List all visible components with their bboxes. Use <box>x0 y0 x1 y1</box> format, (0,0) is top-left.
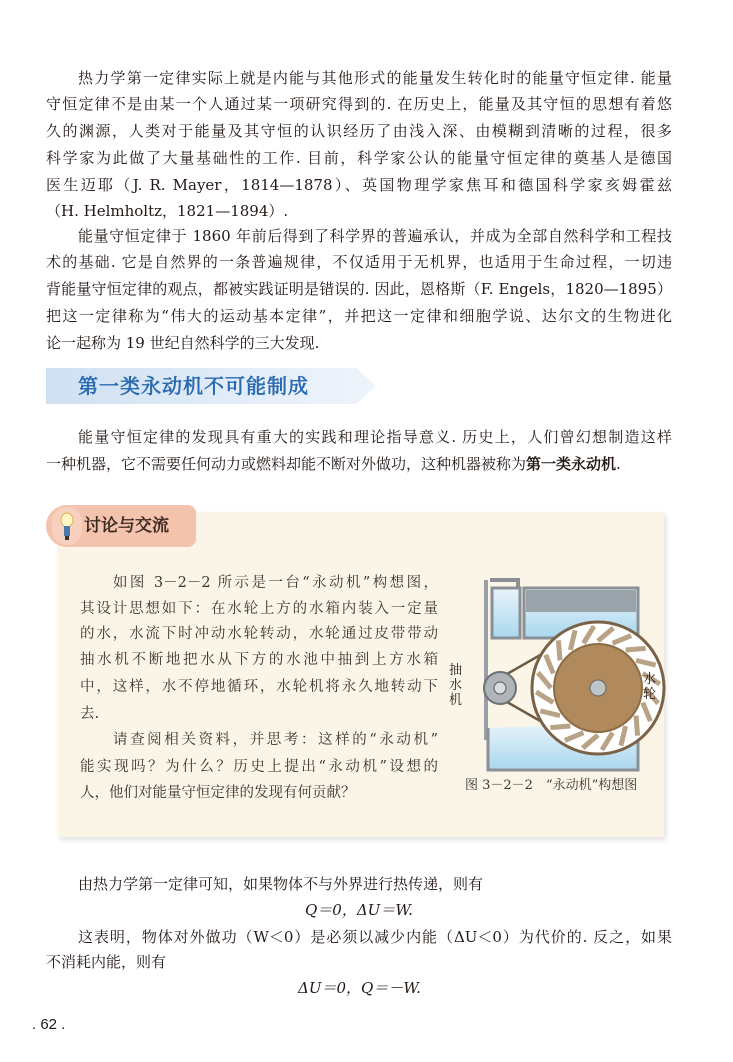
text-span: 一种机器，它不需要任何动力或燃料却能不断对外做功，这种机器被称为 <box>46 455 527 473</box>
text-line: 久的渊源，人类对于能量及其守恒的认识经历了由浅入深、由模糊到清晰的过程，很多 <box>46 122 672 140</box>
text-line: 不消耗内能，则有 <box>46 953 167 971</box>
text-line <box>46 453 672 475</box>
waterwheel-label: 水轮 <box>643 672 657 702</box>
waterwheel-bucket <box>550 726 570 728</box>
text-span: . <box>616 455 621 473</box>
text-line: 把这一定律称为“伟大的运动基本定律”，并把这一定律和细胞学说、达尔文的生物进化 <box>46 307 672 325</box>
text-line: 其设计思想如下：在水轮上方的水箱内装入一定量 <box>80 601 438 617</box>
perpetual-motion-figure <box>449 570 674 780</box>
text-line: 守恒定律不是由某一个人通过某一项研究得到的. 在历史上，能量及其守恒的思想有着悠 <box>46 95 672 113</box>
page-number: . 62 . <box>32 1016 66 1033</box>
waterwheel-bucket <box>626 648 646 650</box>
text-line: 抽水机不断地把水从下方的水池中抽到上方水箱 <box>80 652 438 668</box>
text-line: 的水，水流下时冲动水轮转动，水轮通过皮带带动 <box>80 626 438 642</box>
pump-label: 抽水机 <box>449 663 463 708</box>
text-line: 术的基础. 它是自然界的一条普遍规律，不仅适用于无机界，也适用于生命过程，一切违 <box>46 253 672 271</box>
discussion-tag-label: 讨论与交流 <box>84 516 169 536</box>
text-line: 热力学第一定律实际上就是内能与其他形式的能量发生转化时的能量守恒定律. 能量 <box>78 69 672 87</box>
key-term: 第一类永动机 <box>526 455 617 473</box>
text-line: 人，他们对能量守恒定律的发现有何贡献？ <box>80 785 356 801</box>
lightbulb-icon <box>52 507 82 545</box>
text-line: 能量守恒定律的发现具有重大的实践和理论指导意义. 历史上，人们曾幻想制造这样 <box>78 428 672 446</box>
text-line: 这表明，物体对外做功（W＜0）是必须以减少内能（ΔU＜0）为代价的. 反之，如果 <box>78 928 672 946</box>
text-line: 科学家为此做了大量基础性的工作. 目前，科学家公认的能量守恒定律的奠基人是德国 <box>46 149 672 167</box>
equation: Q＝0，ΔU＝W. <box>305 901 413 919</box>
section-heading: 第一类永动机不可能制成 <box>78 374 309 398</box>
text-line: 能量守恒定律于 1860 年前后得到了科学界的普遍承认，并成为全部自然科学和工程技 <box>78 227 672 245</box>
text-line: 医生迈耶（J. R. Mayer，1814—1878）、英国物理学家焦耳和德国科学家亥姆霍兹 <box>46 176 672 194</box>
text-line: 能实现吗？为什么？历史上提出“永动机”设想的 <box>80 759 438 775</box>
text-line: 论一起称为 19 世纪自然科学的三大发现. <box>46 334 320 352</box>
figure-caption: 图 3－2－2 “永动机”构想图 <box>465 778 638 793</box>
text-line: 由热力学第一定律可知，如果物体不与外界进行热传递，则有 <box>78 875 484 893</box>
equation: ΔU＝0，Q＝－W. <box>298 979 421 997</box>
text-line: 中，这样，水不停地循环，水轮机将永久地转动下 <box>80 679 438 695</box>
text-line: 请查阅相关资料，并思考：这样的“永动机” <box>113 732 438 748</box>
waterwheel-bucket <box>558 640 560 660</box>
text-line: 如图 3－2－2 所示是一台“永动机”构想图， <box>113 575 438 591</box>
text-line: 背能量守恒定律的观点，都被实践证明是错误的. 因此，恩格斯（F. Engels，1820—1895） <box>46 280 672 298</box>
text-line: （H. Helmholtz，1821—1894）. <box>46 202 289 220</box>
waterwheel-bucket <box>636 716 638 736</box>
text-line: 去. <box>80 706 100 722</box>
